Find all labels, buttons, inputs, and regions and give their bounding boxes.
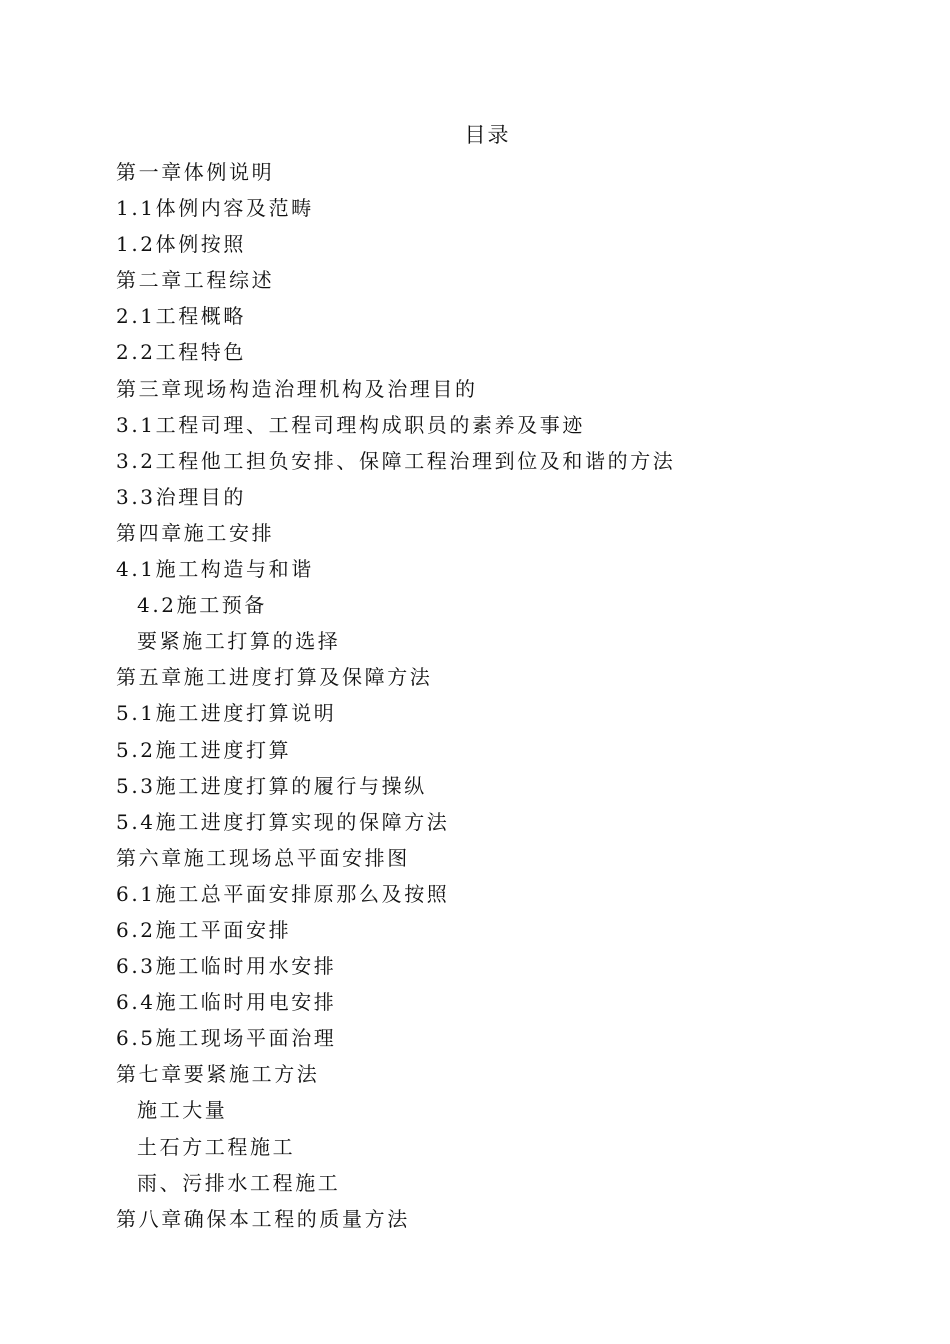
toc-entry: 第八章确保本工程的质量方法	[116, 1206, 410, 1231]
toc-entry: 6.2施工平面安排	[116, 917, 292, 942]
toc-entry: 6.5施工现场平面治理	[116, 1026, 337, 1051]
toc-entry: 第四章施工安排	[116, 520, 275, 545]
toc-entry: 1.1体例内容及范畴	[116, 196, 314, 221]
toc-entry: 第六章施工现场总平面安排图	[116, 845, 410, 870]
toc-entry: 3.1工程司理、工程司理构成职员的素养及事迹	[116, 412, 586, 437]
toc-entry: 3.2工程他工担负安排、保障工程治理到位及和谐的方法	[116, 448, 676, 473]
toc-entry: 5.1施工进度打算说明	[116, 701, 337, 726]
toc-entry: 5.3施工进度打算的履行与操纵	[116, 773, 427, 798]
toc-title: 目录	[464, 123, 511, 147]
toc-entry: 第五章施工进度打算及保障方法	[116, 665, 433, 690]
toc-entry: 第三章现场构造治理机构及治理目的	[116, 376, 478, 401]
toc-entry: 土石方工程施工	[137, 1134, 296, 1159]
toc-entry: 6.3施工临时用水安排	[116, 954, 337, 979]
faint-watermark-bottom	[230, 1292, 650, 1332]
toc-entry: 6.4施工临时用电安排	[116, 990, 337, 1015]
toc-entry: 3.3治理目的	[116, 484, 247, 509]
toc-entry: 2.2工程特色	[116, 340, 247, 365]
toc-entry: 6.1施工总平面安排原那么及按照	[116, 881, 450, 906]
toc-entry: 2.1工程概略	[116, 304, 247, 329]
toc-entry: 雨、污排水工程施工	[137, 1170, 341, 1195]
toc-entry: 4.2施工预备	[137, 593, 268, 618]
toc-entry: 第一章体例说明	[116, 160, 275, 184]
toc-entry: 4.1施工构造与和谐	[116, 557, 314, 582]
toc-entry: 5.4施工进度打算实现的保障方法	[116, 809, 450, 834]
toc-entry: 5.2施工进度打算	[116, 737, 292, 762]
toc-entry: 1.2体例按照	[116, 232, 247, 257]
toc-entry: 要紧施工打算的选择	[137, 629, 341, 654]
toc-list	[116, 158, 675, 1241]
toc-entry: 第二章工程综述	[116, 268, 275, 293]
toc-entry: 施工大量	[137, 1098, 228, 1123]
toc-entry: 第七章要紧施工方法	[116, 1062, 320, 1087]
